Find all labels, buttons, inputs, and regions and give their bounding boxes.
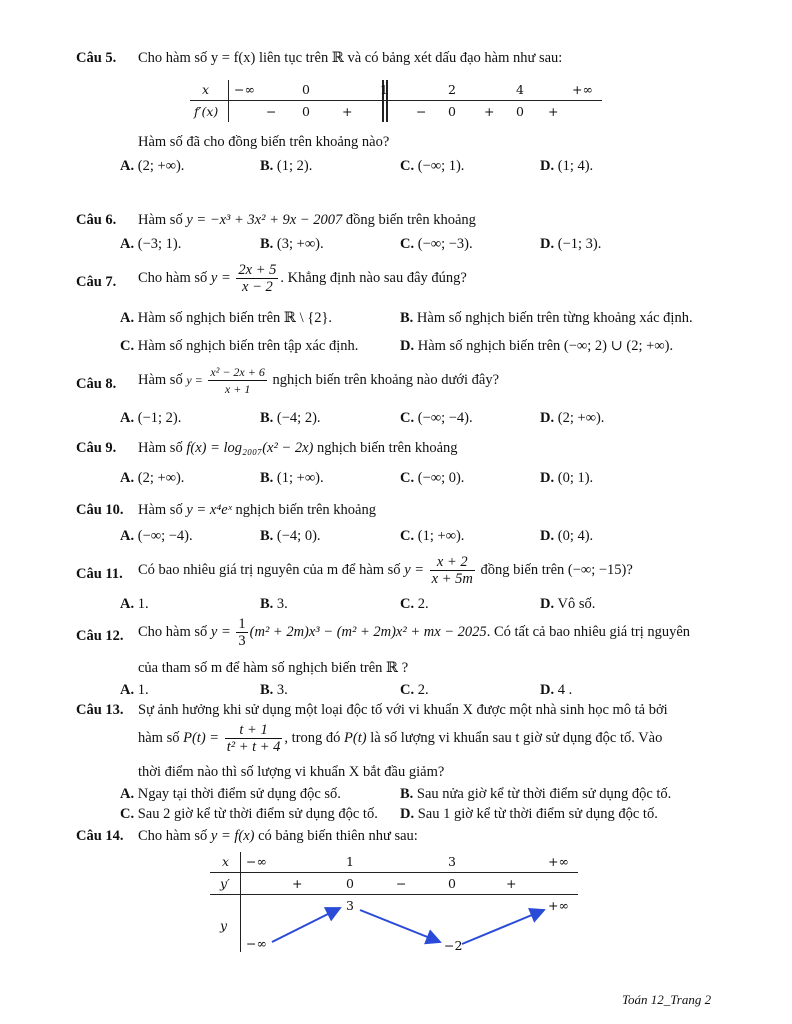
page-footer: Toán 12_Trang 2 <box>622 992 712 1007</box>
q11-option-b[interactable]: B. 3. <box>260 596 288 612</box>
q14-yp-head: y′ <box>220 876 230 891</box>
q12-stem: Cho hàm số y = $\frac{1}{3}$ (m² + 2m)x³ − (m² + 2m)x² + mx − 2025. Có tất cả bao nhiêu giá trị nguyên <box>138 616 691 649</box>
q14-y-value: +∞ <box>548 898 569 913</box>
q13-line3: thời điểm nào thì số lượng vi khuẩn X bắt đầu giảm? <box>138 764 445 780</box>
q5-label: Câu 5. <box>76 50 117 66</box>
q7-option-a[interactable]: A. Hàm số nghịch biến trên ℝ \ {2}. <box>120 310 333 326</box>
q8-option-c[interactable]: C. (−∞; −4). <box>400 410 473 426</box>
q5-x-value: 4 <box>516 82 524 97</box>
q7-label: Câu 7. <box>76 274 117 290</box>
q13-line2: hàm số P(t) = $\frac{t + 1}{\text{t² + t + 4}}$ , trong đó P(t) là số lượng vi khuẩn sau t giờ sử dụng độc tố. Vào <box>138 722 663 755</box>
q10-option-a[interactable]: A. (−∞; −4). <box>120 528 193 544</box>
q6-option-a[interactable]: A. (−3; 1). <box>120 236 182 252</box>
q12-label: Câu 12. <box>76 628 124 644</box>
q8-option-a[interactable]: A. (−1; 2). <box>120 410 182 426</box>
q5-option-a[interactable]: A. (2; +∞). <box>120 158 185 174</box>
q14-y-value: 3 <box>346 898 354 913</box>
q12-fraction: $\frac{1}{3}$ <box>238 616 246 649</box>
q8-option-d[interactable]: D. (2; +∞). <box>540 410 605 426</box>
q5-sign: − <box>266 104 277 119</box>
arrow-up-icon <box>462 910 544 944</box>
q6-option-b[interactable]: B. (3; +∞). <box>260 236 324 252</box>
q8-option-b[interactable]: B. (−4; 2). <box>260 410 321 426</box>
q14-yp-sign: + <box>292 876 303 891</box>
q7-stem: Cho hàm số y = $\frac{2x + 5}{x - 2}$ . Khẳng định nào sau đây đúng? <box>138 262 467 295</box>
q5-x-value: 2 <box>448 82 456 97</box>
q11-fraction: $\frac{x + 2}{x + 5m}$ <box>431 554 473 587</box>
q12-option-b[interactable]: B. 3. <box>260 682 288 698</box>
q11-stem: Có bao nhiêu giá trị nguyên của m để hàm số y = $\frac{x + 2}{x + 5m}$ đồng biến trên (−∞; −15)? <box>138 554 633 587</box>
q5-option-c[interactable]: C. (−∞; 1). <box>400 158 465 174</box>
q7-option-c[interactable]: C. Hàm số nghịch biến trên tập xác định. <box>120 338 359 354</box>
q11-label: Câu 11. <box>76 566 123 582</box>
q10-option-c[interactable]: C. (1; +∞). <box>400 528 465 544</box>
q5-x-value: 1 <box>380 82 388 97</box>
q9-option-c[interactable]: C. (−∞; 0). <box>400 470 465 486</box>
q7-fraction: $\frac{2x + 5}{x - 2}$ <box>238 262 277 295</box>
q5-x-head: x <box>202 82 210 97</box>
q14-yp-sign: 0 <box>448 876 456 891</box>
q13-option-a[interactable]: A. Ngay tại thời điểm sử dụng độc số. <box>120 786 341 802</box>
q5-x-value: −∞ <box>234 82 255 97</box>
q5-sign: 0 <box>516 104 524 119</box>
q14-y-value: −2 <box>444 938 463 953</box>
q14-x-value: 3 <box>448 854 456 869</box>
q7-option-d[interactable]: D. Hàm số nghịch biến trên (−∞; 2) ∪ (2; +∞). <box>400 338 674 354</box>
q14-y-head: y <box>220 918 228 933</box>
q6-label: Câu 6. <box>76 212 117 228</box>
q10-option-d[interactable]: D. (0; 4). <box>540 528 594 544</box>
q6-option-d[interactable]: D. (−1; 3). <box>540 236 602 252</box>
q8-fraction: $\frac{\text{x² − 2x + 6}}{x + 1}$ <box>210 365 265 396</box>
q14-yp-sign: 0 <box>346 876 354 891</box>
q14-yp-sign: + <box>506 876 517 891</box>
q14-x-value: −∞ <box>246 854 267 869</box>
q14-yp-sign: − <box>396 876 407 891</box>
q13-label: Câu 13. <box>76 702 124 718</box>
q14-label: Câu 14. <box>76 828 124 844</box>
q14-formula: y = f(x) <box>210 828 255 844</box>
q8-label: Câu 8. <box>76 376 117 392</box>
q5-fp-head: f′(x) <box>194 104 219 119</box>
q13-fraction: $\frac{t + 1}{\text{t² + t + 4}}$ <box>226 722 281 755</box>
q6-stem: Hàm số y = −x³ + 3x² + 9x − 2007 đồng biến trên khoảng <box>138 212 476 228</box>
q9-option-a[interactable]: A. (2; +∞). <box>120 470 185 486</box>
q5-sign: + <box>548 104 559 119</box>
q5-sign: 0 <box>448 104 456 119</box>
q14-x-head: x <box>222 854 230 869</box>
q12-line2: của tham số m để hàm số nghịch biến trên ℝ ? <box>138 660 409 676</box>
q13-option-d[interactable]: D. Sau 1 giờ kể từ thời điểm sử dụng độc tố. <box>400 806 658 822</box>
q8-stem: Hàm số y = $\frac{\text{x² − 2x + 6}}{x + 1}$ nghịch biến trên khoảng nào dưới đây? <box>138 365 500 396</box>
q5-sign: + <box>342 104 353 119</box>
q5-sign: − <box>416 104 427 119</box>
q7-option-b[interactable]: B. Hàm số nghịch biến trên từng khoảng xác định. <box>400 310 693 326</box>
q14-y-value: −∞ <box>246 936 267 951</box>
q12-formula: (m² + 2m)x³ − (m² + 2m)x² + mx − 2025 <box>249 623 487 640</box>
q5-question: Hàm số đã cho đồng biến trên khoảng nào? <box>138 134 390 150</box>
q5-x-value: 0 <box>302 82 310 97</box>
q13-option-b[interactable]: B. Sau nửa giờ kể từ thời điểm sử dụng độc tố. <box>400 786 672 802</box>
q9-formula: f(x) = log₂₀₀₇(x² − 2x) <box>186 440 314 456</box>
q11-option-d[interactable]: D. Vô số. <box>540 596 596 612</box>
q6-option-c[interactable]: C. (−∞; −3). <box>400 236 473 252</box>
q5-option-d[interactable]: D. (1; 4). <box>540 158 594 174</box>
q6-formula: y = −x³ + 3x² + 9x − 2007 <box>186 212 343 228</box>
q9-option-d[interactable]: D. (0; 1). <box>540 470 594 486</box>
q5-sign: 0 <box>302 104 310 119</box>
q14-stem: Cho hàm số y = f(x) có bảng biến thiên như sau: <box>138 828 418 844</box>
q13-line1: Sự ảnh hưởng khi sử dụng một loại độc tố với vi khuẩn X được một nhà sinh học mô tả bởi <box>138 702 668 718</box>
q10-option-b[interactable]: B. (−4; 0). <box>260 528 321 544</box>
q12-option-d[interactable]: D. 4 . <box>540 682 573 698</box>
q5-sign: + <box>484 104 495 119</box>
q14-x-value: +∞ <box>548 854 569 869</box>
q11-option-c[interactable]: C. 2. <box>400 596 429 612</box>
q13-option-c[interactable]: C. Sau 2 giờ kể từ thời điểm sử dụng độc tố. <box>120 806 378 822</box>
q9-label: Câu 9. <box>76 440 117 456</box>
q5-x-value: +∞ <box>572 82 593 97</box>
q10-formula: y = x⁴eˣ <box>186 502 232 518</box>
q14-x-value: 1 <box>346 854 354 869</box>
q11-option-a[interactable]: A. 1. <box>120 596 149 612</box>
q9-option-b[interactable]: B. (1; +∞). <box>260 470 324 486</box>
q5-option-b[interactable]: B. (1; 2). <box>260 158 313 174</box>
q12-option-c[interactable]: C. 2. <box>400 682 429 698</box>
q9-stem: Hàm số f(x) = log₂₀₀₇(x² − 2x) nghịch biến trên khoảng <box>138 440 458 456</box>
q5-stem: Cho hàm số y = f(x) liên tục trên ℝ và có bảng xét dấu đạo hàm như sau: <box>138 50 563 66</box>
q12-option-a[interactable]: A. 1. <box>120 682 149 698</box>
q10-label: Câu 10. <box>76 502 124 518</box>
q10-stem: Hàm số y = x⁴eˣ nghịch biến trên khoảng <box>138 502 376 518</box>
arrow-down-icon <box>360 910 440 942</box>
arrow-up-icon <box>272 908 340 942</box>
